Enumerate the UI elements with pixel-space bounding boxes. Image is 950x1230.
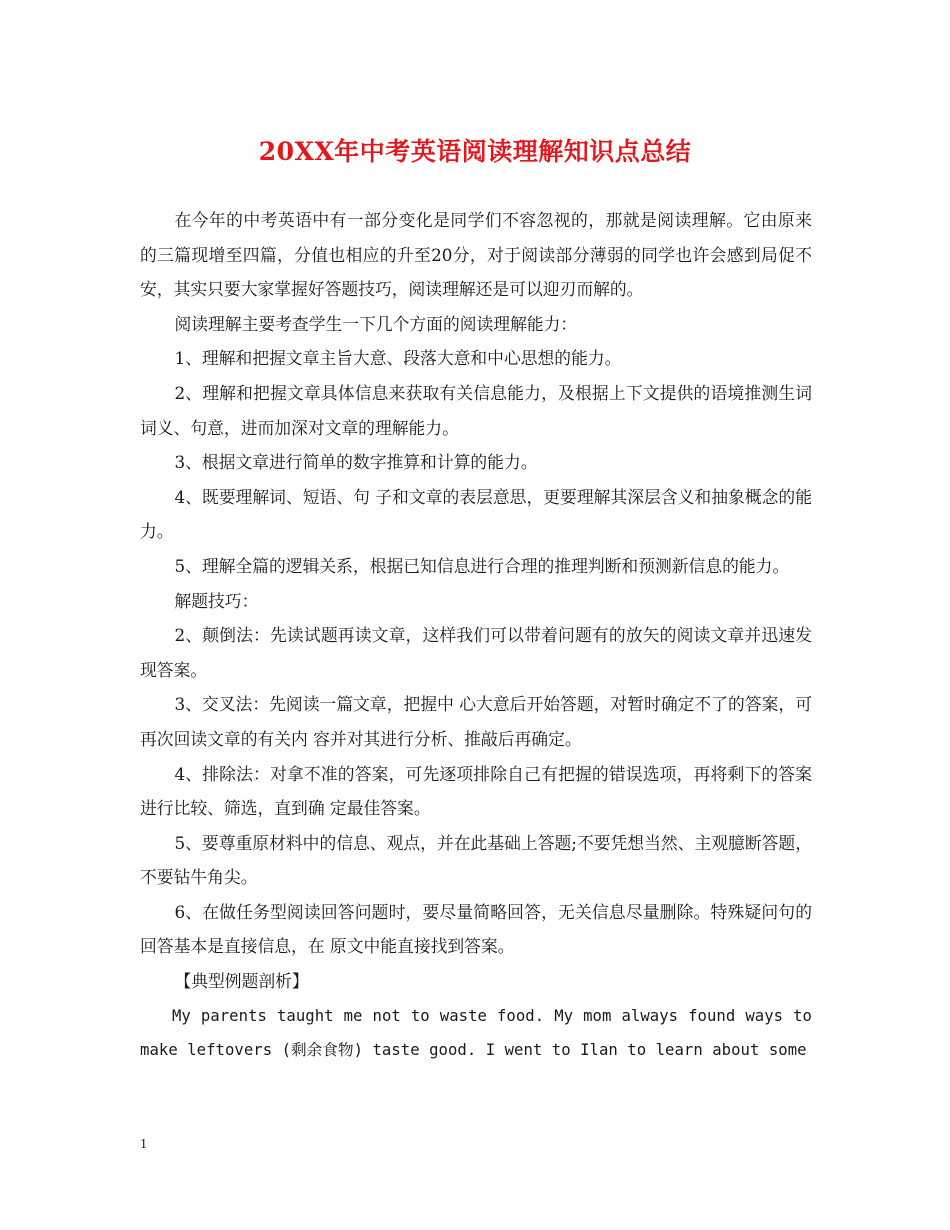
- paragraph-abilities-intro: 阅读理解主要考查学生一下几个方面的阅读理解能力：: [174, 313, 578, 334]
- paragraph-ability-2: 2、理解和把握文章具体信息来获取有关信息能力，及根据上下文提供的语境推测生词词义、句意，进而加深对文章的理解能力。: [140, 382, 812, 438]
- document-body: [140, 203, 812, 1068]
- paragraph-intro: 在今年的中考英语中有一部分变化是同学们不容忽视的，那就是阅读理解。它由原来的三篇现增至四篇，分值也相应的升至20分，对于阅读部分薄弱的同学也许会感到局促不安，其实只要大家掌握好答题技巧，阅读理解还是可以迎刃而解的。: [140, 210, 812, 300]
- paragraph-tip-2: 2、颠倒法：先读试题再读文章，这样我们可以带着问题有的放矢的阅读文章并迅速发现答案。: [140, 625, 812, 680]
- document-title: 20XX年中考英语阅读理解知识点总结: [258, 137, 692, 166]
- paragraph-tip-4: 4、排除法：对拿不准的答案，可先逐项排除自己有把握的错误选项，再将剩下的答案进行比较、筛选，直到确 定最佳答案。: [140, 763, 812, 819]
- paragraph-example-heading: 【典型例题剖析】: [174, 971, 309, 992]
- paragraph-tip-3: 3、交叉法：先阅读一篇文章，把握中 心大意后开始答题，对暂时确定不了的答案，可再次回读文章的有关内 容并对其进行分析、推敲后再确定。: [140, 694, 812, 749]
- page-number: 1: [140, 1137, 147, 1152]
- paragraph-tips-heading: 解题技巧：: [174, 590, 259, 611]
- paragraph-ability-4: 4、既要理解词、短语、句 子和文章的表层意思，更要理解其深层含义和抽象概念的能力。: [140, 486, 812, 542]
- paragraph-tip-5: 5、要尊重原材料中的信息、观点，并在此基础上答题;不要凭想当然、主观臆断答题，不要钻牛角尖。: [140, 832, 812, 888]
- paragraph-example-text: My parents taught me not to waste food. My mom always found ways to make leftovers (剩余食物) taste good. I went to Ilan to learn about some: [140, 1006, 812, 1060]
- paragraph-ability-5: 5、理解全篇的逻辑关系，根据已知信息进行合理的推理判断和预测新信息的能力。: [174, 555, 790, 576]
- paragraph-tip-6: 6、在做任务型阅读回答问题时，要尽量简略回答，无关信息尽量删除。特殊疑问句的回答基本是直接信息，在 原文中能直接找到答案。: [140, 901, 812, 957]
- paragraph-ability-1: 1、理解和把握文章主旨大意、段落大意和中心思想的能力。: [174, 348, 622, 369]
- paragraph-ability-3: 3、根据文章进行简单的数字推算和计算的能力。: [174, 452, 538, 473]
